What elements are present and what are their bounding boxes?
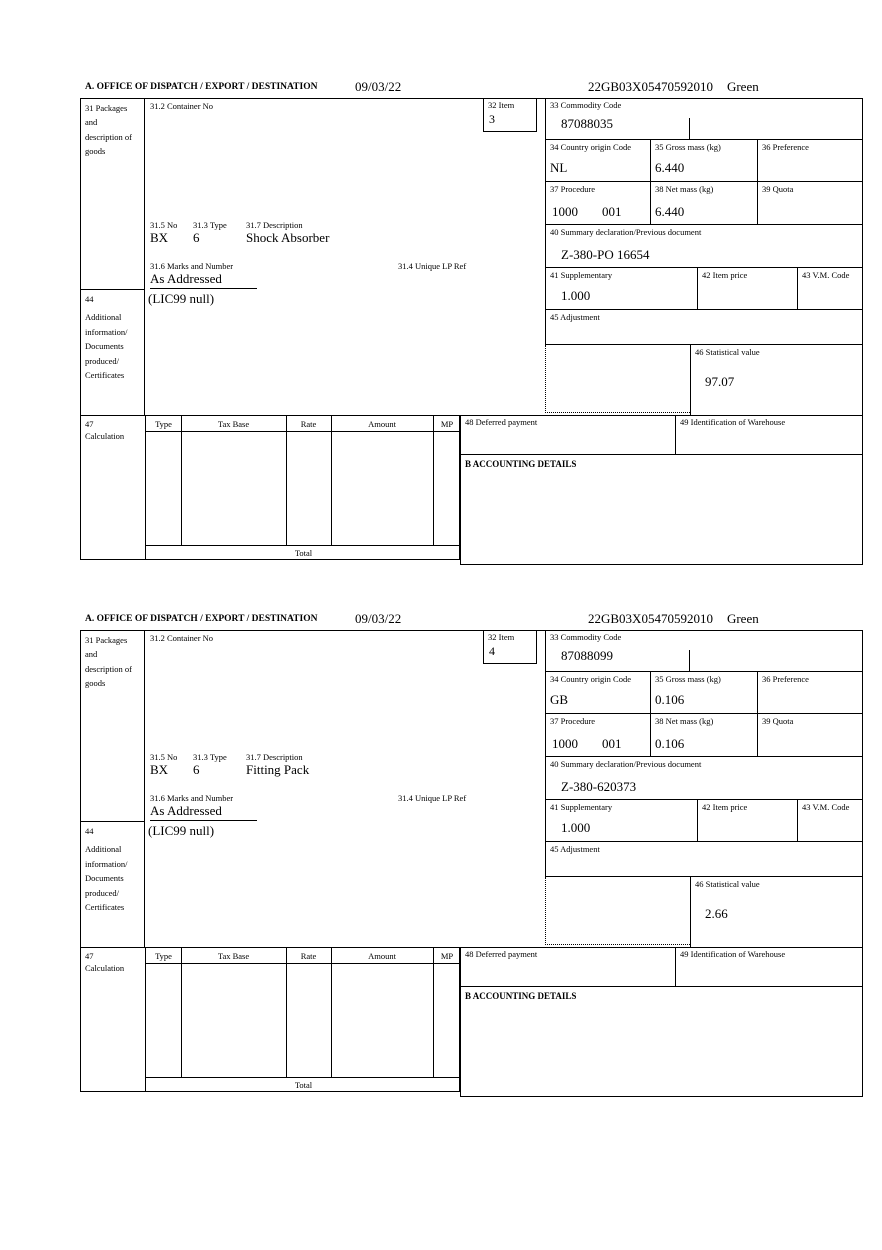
procedure-codes xyxy=(552,737,622,751)
box41-supplementary-cell xyxy=(545,268,697,310)
calc-header-type: Type xyxy=(155,951,172,961)
box49-label: 49 Identification of Warehouse xyxy=(680,417,786,427)
gross-mass: 6.440 xyxy=(655,160,685,175)
package-count: BX xyxy=(150,230,169,245)
additional-information: (LIC99 null) xyxy=(148,823,215,838)
box35-label: 35 Gross mass (kg) xyxy=(655,142,721,152)
box40-label: 40 Summary declaration/Previous document xyxy=(550,227,702,237)
box31-5-label: 31.5 No xyxy=(150,752,178,762)
marks-and-number: As Addressed xyxy=(150,804,257,821)
box31-3-label: 31.3 Type xyxy=(193,752,227,762)
procedure-code: 1000 xyxy=(552,736,578,751)
box46-label: 46 Statistical value xyxy=(695,879,760,889)
procedure-codes xyxy=(552,205,622,219)
box47-calculation-cell xyxy=(80,947,145,1092)
box32-item-cell xyxy=(483,630,537,664)
box43-label: 43 V.M. Code xyxy=(802,802,850,812)
box43-vm-code-cell xyxy=(797,268,862,310)
box37-label: 37 Procedure xyxy=(550,184,596,194)
box48-label: 48 Deferred payment xyxy=(465,949,538,959)
box39-label: 39 Quota xyxy=(762,184,794,194)
box41-supplementary-cell xyxy=(545,800,697,842)
item-number: 3 xyxy=(489,112,495,126)
box47-calculation-cell xyxy=(80,415,145,560)
calc-col-divider-3 xyxy=(331,415,332,545)
box42-item-price-cell xyxy=(697,268,797,310)
box34-country-origin-cell xyxy=(545,140,650,182)
calc-col-divider-1 xyxy=(181,415,182,545)
form-right-border xyxy=(862,98,863,565)
net-mass: 0.106 xyxy=(655,736,685,751)
box31-4-lp-ref-label: 31.4 Unique LP Ref xyxy=(398,793,467,803)
commodity-code: 87088099 xyxy=(561,648,613,663)
package-type: 6 xyxy=(193,762,200,777)
box31-label: 31 Packages and description of goods xyxy=(85,103,132,157)
supplementary-units: 1.000 xyxy=(561,288,591,303)
box35-gross-mass-cell xyxy=(650,140,757,182)
routing-status: Green xyxy=(726,79,759,94)
calculation-table xyxy=(145,947,460,1092)
calc-header-mp: MP xyxy=(440,951,454,961)
box32-label: 32 Item xyxy=(488,632,515,642)
box38-label: 38 Net mass (kg) xyxy=(655,184,714,194)
box34-label: 34 Country origin Code xyxy=(550,674,631,684)
box49-label: 49 Identification of Warehouse xyxy=(680,949,786,959)
calc-header-rate: Rate xyxy=(300,951,317,961)
box31-packages-cell xyxy=(80,630,145,822)
marks-and-number: As Addressed xyxy=(150,272,257,289)
net-mass: 6.440 xyxy=(655,204,685,219)
commodity-code: 87088035 xyxy=(561,116,613,131)
box49-warehouse-cell xyxy=(675,947,862,987)
statistical-value: 97.07 xyxy=(705,374,735,389)
box44-label: Additional information/ Documents produced/ Certificates xyxy=(85,844,128,912)
box45-adjustment-cell xyxy=(545,310,862,345)
declaration-reference xyxy=(588,612,759,626)
calc-col-divider-3 xyxy=(331,947,332,1077)
previous-document: Z-380-620373 xyxy=(561,779,637,794)
box46-statistical-value-cell xyxy=(690,345,862,415)
box40-previous-document-cell xyxy=(545,757,862,800)
boxB-accounting-cell xyxy=(460,455,862,565)
box31-label: 31 Packages and description of goods xyxy=(85,635,132,689)
calc-total-label: Total xyxy=(294,1080,313,1090)
box45-label: 45 Adjustment xyxy=(550,312,600,322)
mrn-number: 22GB03X05470592010 xyxy=(588,79,713,94)
statistical-reserved-area xyxy=(545,345,690,413)
country-origin-code: NL xyxy=(550,160,568,175)
box44-number: 44 xyxy=(85,294,94,304)
dispatch-date: 09/03/22 xyxy=(355,79,402,94)
box42-label: 42 Item price xyxy=(702,270,748,280)
box44-number: 44 xyxy=(85,826,94,836)
declaration-blocks-container xyxy=(80,80,862,1144)
box48-deferred-payment-cell xyxy=(460,415,675,455)
box47-label: Calculation xyxy=(85,431,125,442)
calc-header-type: Type xyxy=(155,419,172,429)
calc-col-divider-2 xyxy=(286,947,287,1077)
box33-commodity-cell xyxy=(545,98,862,140)
calc-header-tax-base: Tax Base xyxy=(217,419,250,429)
box45-adjustment-cell xyxy=(545,842,862,877)
box38-label: 38 Net mass (kg) xyxy=(655,716,714,726)
additional-information: (LIC99 null) xyxy=(148,291,215,306)
box42-item-price-cell xyxy=(697,800,797,842)
dispatch-date: 09/03/22 xyxy=(355,611,402,626)
commodity-code-divider xyxy=(689,650,690,672)
package-count: BX xyxy=(150,762,169,777)
box33-label: 33 Commodity Code xyxy=(550,632,622,642)
box36-label: 36 Preference xyxy=(762,142,809,152)
box38-net-mass-cell xyxy=(650,714,757,757)
statistical-value: 2.66 xyxy=(705,906,728,921)
calc-header-amount: Amount xyxy=(368,419,396,429)
box47-label: Calculation xyxy=(85,963,125,974)
box36-preference-cell xyxy=(757,672,862,714)
box31-7-label: 31.7 Description xyxy=(246,220,303,230)
procedure-ext: 001 xyxy=(602,736,622,751)
boxB-label: B ACCOUNTING DETAILS xyxy=(465,459,577,469)
box41-label: 41 Supplementary xyxy=(550,270,613,280)
box48-deferred-payment-cell xyxy=(460,947,675,987)
statistical-reserved-area xyxy=(545,877,690,945)
box31-2-container-label: 31.2 Container No xyxy=(150,633,214,643)
box39-quota-cell xyxy=(757,714,862,757)
box44-label: Additional information/ Documents produced/ Certificates xyxy=(85,312,128,380)
boxB-label: B ACCOUNTING DETAILS xyxy=(465,991,577,1001)
calc-col-divider-4 xyxy=(433,947,434,1077)
boxB-accounting-cell xyxy=(460,987,862,1097)
box37-procedure-cell xyxy=(545,714,650,757)
goods-description: Shock Absorber xyxy=(246,230,330,245)
item-number: 4 xyxy=(489,644,495,658)
calc-header-tax-base: Tax Base xyxy=(217,951,250,961)
box40-label: 40 Summary declaration/Previous document xyxy=(550,759,702,769)
commodity-code-divider xyxy=(689,118,690,140)
box44-additional-info-cell xyxy=(80,822,145,947)
calc-col-divider-1 xyxy=(181,947,182,1077)
box33-commodity-cell xyxy=(545,630,862,672)
previous-document: Z-380-PO 16654 xyxy=(561,247,650,262)
box43-vm-code-cell xyxy=(797,800,862,842)
calc-header-rate: Rate xyxy=(300,419,317,429)
office-of-dispatch-label: A. OFFICE OF DISPATCH / EXPORT / DESTINATION xyxy=(85,614,318,624)
box46-statistical-value-cell xyxy=(690,877,862,947)
box47-number: 47 xyxy=(85,951,94,961)
box39-label: 39 Quota xyxy=(762,716,794,726)
calc-col-divider-4 xyxy=(433,415,434,545)
box32-label: 32 Item xyxy=(488,100,515,110)
declaration-item-block xyxy=(80,612,862,1144)
form-right-border xyxy=(862,630,863,1097)
box49-warehouse-cell xyxy=(675,415,862,455)
mrn-number: 22GB03X05470592010 xyxy=(588,611,713,626)
box37-label: 37 Procedure xyxy=(550,716,596,726)
box47-number: 47 xyxy=(85,419,94,429)
goods-description: Fitting Pack xyxy=(246,762,310,777)
box32-item-cell xyxy=(483,98,537,132)
box40-previous-document-cell xyxy=(545,225,862,268)
box46-label: 46 Statistical value xyxy=(695,347,760,357)
box35-label: 35 Gross mass (kg) xyxy=(655,674,721,684)
box41-label: 41 Supplementary xyxy=(550,802,613,812)
box39-quota-cell xyxy=(757,182,862,225)
declaration-item-block xyxy=(80,80,862,612)
calc-total-label: Total xyxy=(294,548,313,558)
box38-net-mass-cell xyxy=(650,182,757,225)
box43-label: 43 V.M. Code xyxy=(802,270,850,280)
country-origin-code: GB xyxy=(550,692,569,707)
box35-gross-mass-cell xyxy=(650,672,757,714)
calc-col-divider-2 xyxy=(286,415,287,545)
calc-header-amount: Amount xyxy=(368,951,396,961)
calculation-table xyxy=(145,415,460,560)
box44-additional-info-cell xyxy=(80,290,145,415)
box31-7-label: 31.7 Description xyxy=(246,752,303,762)
box48-label: 48 Deferred payment xyxy=(465,417,538,427)
procedure-ext: 001 xyxy=(602,204,622,219)
declaration-reference xyxy=(588,80,759,94)
box45-label: 45 Adjustment xyxy=(550,844,600,854)
box31-3-label: 31.3 Type xyxy=(193,220,227,230)
box34-label: 34 Country origin Code xyxy=(550,142,631,152)
gross-mass: 0.106 xyxy=(655,692,685,707)
routing-status: Green xyxy=(726,611,759,626)
box31-6-marks-label: 31.6 Marks and Number xyxy=(150,261,234,271)
box31-6-marks-label: 31.6 Marks and Number xyxy=(150,793,234,803)
package-type: 6 xyxy=(193,230,200,245)
box36-preference-cell xyxy=(757,140,862,182)
supplementary-units: 1.000 xyxy=(561,820,591,835)
box36-label: 36 Preference xyxy=(762,674,809,684)
box42-label: 42 Item price xyxy=(702,802,748,812)
box37-procedure-cell xyxy=(545,182,650,225)
box34-country-origin-cell xyxy=(545,672,650,714)
procedure-code: 1000 xyxy=(552,204,578,219)
calc-header-mp: MP xyxy=(440,419,454,429)
box31-4-lp-ref-label: 31.4 Unique LP Ref xyxy=(398,261,467,271)
box31-5-label: 31.5 No xyxy=(150,220,178,230)
office-of-dispatch-label: A. OFFICE OF DISPATCH / EXPORT / DESTINATION xyxy=(85,82,318,92)
box33-label: 33 Commodity Code xyxy=(550,100,622,110)
box31-2-container-label: 31.2 Container No xyxy=(150,101,214,111)
box31-packages-cell xyxy=(80,98,145,290)
